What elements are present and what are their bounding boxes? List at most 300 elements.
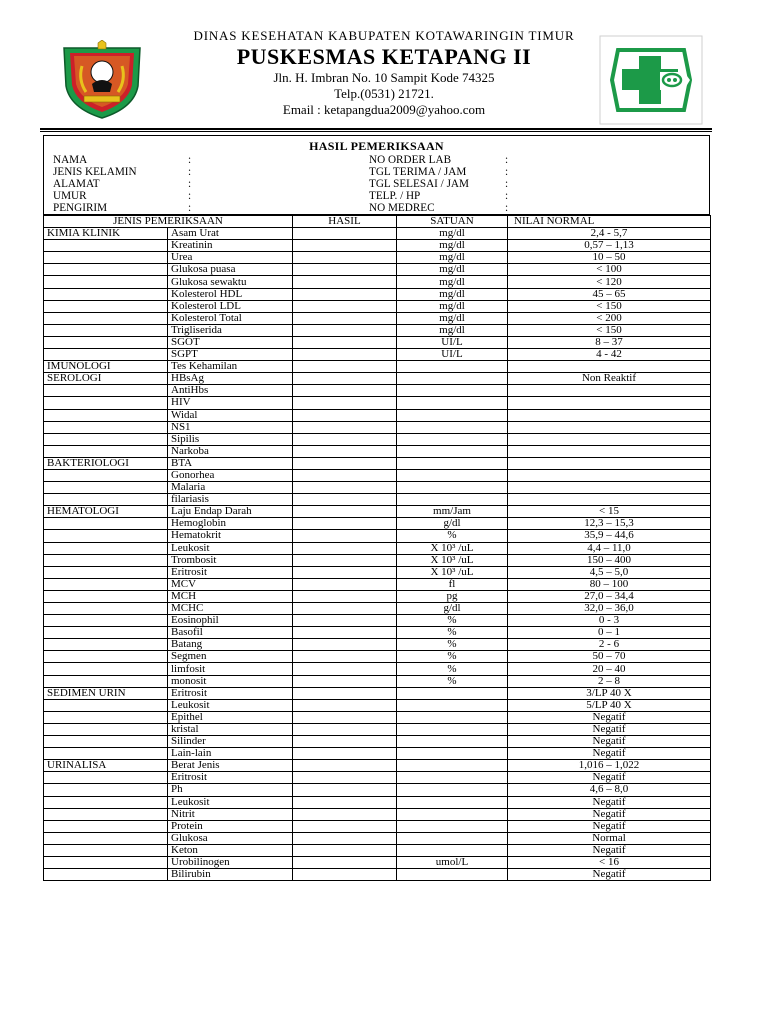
field-label-umur: UMUR: [53, 190, 87, 202]
test-name-cell: Narkoba: [168, 445, 293, 457]
normal-range-cell: Negatif: [508, 736, 711, 748]
table-row: [44, 445, 711, 457]
category-cell: [44, 748, 168, 760]
test-name-cell: Leukosit: [168, 699, 293, 711]
test-name-cell: Kolesterol LDL: [168, 300, 293, 312]
result-cell: [293, 276, 397, 288]
results-table: [43, 215, 711, 881]
normal-range-cell: Negatif: [508, 772, 711, 784]
result-cell: [293, 675, 397, 687]
normal-range-cell: 0,57 – 1,13: [508, 240, 711, 252]
normal-range-cell: [508, 397, 711, 409]
unit-cell: [397, 832, 508, 844]
unit-cell: X 10³ /uL: [397, 566, 508, 578]
test-name-cell: Leukosit: [168, 796, 293, 808]
result-cell: [293, 336, 397, 348]
result-cell: [293, 615, 397, 627]
test-name-cell: HBsAg: [168, 373, 293, 385]
normal-range-cell: < 200: [508, 312, 711, 324]
col-header-nilai-normal: NILAI NORMAL: [508, 216, 711, 228]
unit-cell: %: [397, 675, 508, 687]
normal-range-cell: 3/LP 40 X: [508, 687, 711, 699]
normal-range-cell: 4,6 – 8,0: [508, 784, 711, 796]
result-cell: [293, 312, 397, 324]
unit-cell: [397, 445, 508, 457]
table-row: [44, 469, 711, 481]
normal-range-cell: 45 – 65: [508, 288, 711, 300]
category-cell: [44, 240, 168, 252]
result-cell: [293, 421, 397, 433]
table-row: [44, 796, 711, 808]
test-name-cell: Glukosa: [168, 832, 293, 844]
normal-range-cell: [508, 409, 711, 421]
table-row: [44, 518, 711, 530]
clinic-email: Email : ketapangdua2009@yahoo.com: [282, 102, 486, 117]
category-cell: [44, 675, 168, 687]
test-name-cell: Segmen: [168, 651, 293, 663]
category-cell: [44, 723, 168, 735]
normal-range-cell: < 150: [508, 300, 711, 312]
normal-range-cell: Negatif: [508, 820, 711, 832]
test-name-cell: Epithel: [168, 711, 293, 723]
result-cell: [293, 373, 397, 385]
table-row: [44, 856, 711, 868]
test-name-cell: Kreatinin: [168, 240, 293, 252]
category-cell: [44, 518, 168, 530]
test-name-cell: Silinder: [168, 736, 293, 748]
table-row: [44, 820, 711, 832]
normal-range-cell: 2 - 6: [508, 639, 711, 651]
test-name-cell: monosit: [168, 675, 293, 687]
unit-cell: [397, 711, 508, 723]
category-cell: [44, 482, 168, 494]
col-header-satuan: SATUAN: [397, 216, 508, 228]
test-name-cell: Kolesterol HDL: [168, 288, 293, 300]
table-row: [44, 566, 711, 578]
unit-cell: %: [397, 651, 508, 663]
field-colon: :: [188, 154, 192, 166]
normal-range-cell: 1,016 – 1,022: [508, 760, 711, 772]
table-row: [44, 603, 711, 615]
category-cell: [44, 264, 168, 276]
category-cell: [44, 385, 168, 397]
category-cell: [44, 530, 168, 542]
result-cell: [293, 397, 397, 409]
field-colon: :: [505, 202, 509, 214]
table-row: [44, 494, 711, 506]
result-cell: [293, 748, 397, 760]
normal-range-cell: [508, 361, 711, 373]
result-cell: [293, 590, 397, 602]
table-row: [44, 615, 711, 627]
result-cell: [293, 240, 397, 252]
normal-range-cell: [508, 469, 711, 481]
category-cell: [44, 615, 168, 627]
field-label-alamat: ALAMAT: [53, 178, 100, 190]
table-row: [44, 300, 711, 312]
test-name-cell: Basofil: [168, 627, 293, 639]
test-name-cell: Trigliserida: [168, 324, 293, 336]
field-label-no-order-lab: NO ORDER LAB: [369, 154, 452, 166]
field-label-telp: TELP. / HP: [369, 190, 421, 202]
patient-info-box: [43, 135, 710, 215]
result-cell: [293, 627, 397, 639]
result-cell: [293, 723, 397, 735]
unit-cell: UI/L: [397, 349, 508, 361]
unit-cell: [397, 482, 508, 494]
normal-range-cell: 5/LP 40 X: [508, 699, 711, 711]
test-name-cell: Eritrosit: [168, 772, 293, 784]
category-cell: [44, 820, 168, 832]
normal-range-cell: < 100: [508, 264, 711, 276]
test-name-cell: kristal: [168, 723, 293, 735]
table-row: [44, 336, 711, 348]
category-cell: [44, 663, 168, 675]
test-name-cell: Bilirubin: [168, 869, 293, 881]
category-cell: [44, 542, 168, 554]
normal-range-cell: Normal: [508, 832, 711, 844]
result-cell: [293, 482, 397, 494]
category-cell: [44, 349, 168, 361]
unit-cell: mg/dl: [397, 324, 508, 336]
normal-range-cell: 150 – 400: [508, 554, 711, 566]
result-cell: [293, 808, 397, 820]
unit-cell: UI/L: [397, 336, 508, 348]
unit-cell: [397, 760, 508, 772]
letterhead: [0, 0, 768, 128]
table-row: [44, 772, 711, 784]
table-row: [44, 421, 711, 433]
normal-range-cell: < 16: [508, 856, 711, 868]
col-header-hasil: HASIL: [293, 216, 397, 228]
result-cell: [293, 869, 397, 881]
test-name-cell: Eritrosit: [168, 566, 293, 578]
category-cell: [44, 445, 168, 457]
category-cell: [44, 336, 168, 348]
normal-range-cell: [508, 433, 711, 445]
test-name-cell: NS1: [168, 421, 293, 433]
category-cell: [44, 312, 168, 324]
category-cell: [44, 409, 168, 421]
field-colon: :: [505, 154, 509, 166]
test-name-cell: BTA: [168, 457, 293, 469]
unit-cell: [397, 808, 508, 820]
result-cell: [293, 457, 397, 469]
category-cell: BAKTERIOLOGI: [44, 457, 168, 469]
normal-range-cell: 35,9 – 44,6: [508, 530, 711, 542]
result-cell: [293, 663, 397, 675]
unit-cell: mg/dl: [397, 228, 508, 240]
table-row: [44, 844, 711, 856]
regency-emblem-logo: [60, 40, 144, 120]
result-cell: [293, 772, 397, 784]
test-name-cell: Asam Urat: [168, 228, 293, 240]
puskesmas-cross-logo: [598, 34, 704, 126]
test-name-cell: Keton: [168, 844, 293, 856]
unit-cell: [397, 469, 508, 481]
unit-cell: %: [397, 615, 508, 627]
normal-range-cell: < 15: [508, 506, 711, 518]
table-row: [44, 397, 711, 409]
category-cell: [44, 252, 168, 264]
unit-cell: [397, 373, 508, 385]
normal-range-cell: 2 – 8: [508, 675, 711, 687]
category-cell: IMUNOLOGI: [44, 361, 168, 373]
field-label-tgl-selesai: TGL SELESAI / JAM: [369, 178, 469, 190]
unit-cell: %: [397, 639, 508, 651]
table-row: [44, 264, 711, 276]
normal-range-cell: Non Reaktif: [508, 373, 711, 385]
table-row: [44, 699, 711, 711]
unit-cell: [397, 844, 508, 856]
table-row: [44, 651, 711, 663]
report-title: HASIL PEMERIKSAAN: [309, 139, 444, 153]
table-row: [44, 240, 711, 252]
field-colon: :: [505, 190, 509, 202]
test-name-cell: Kolesterol Total: [168, 312, 293, 324]
normal-range-cell: 27,0 – 34,4: [508, 590, 711, 602]
unit-cell: [397, 494, 508, 506]
table-row: [44, 639, 711, 651]
table-row: [44, 312, 711, 324]
unit-cell: mg/dl: [397, 288, 508, 300]
category-cell: [44, 832, 168, 844]
category-cell: HEMATOLOGI: [44, 506, 168, 518]
table-row: [44, 663, 711, 675]
field-colon: :: [188, 166, 192, 178]
unit-cell: fl: [397, 578, 508, 590]
test-name-cell: Widal: [168, 409, 293, 421]
result-cell: [293, 264, 397, 276]
unit-cell: g/dl: [397, 518, 508, 530]
normal-range-cell: 32,0 – 36,0: [508, 603, 711, 615]
table-row: [44, 482, 711, 494]
test-name-cell: SGPT: [168, 349, 293, 361]
table-row: [44, 385, 711, 397]
test-name-cell: MCHC: [168, 603, 293, 615]
category-cell: [44, 433, 168, 445]
table-row: [44, 760, 711, 772]
unit-cell: [397, 397, 508, 409]
result-cell: [293, 736, 397, 748]
test-name-cell: Hemoglobin: [168, 518, 293, 530]
category-cell: [44, 603, 168, 615]
result-cell: [293, 530, 397, 542]
clinic-name: PUSKESMAS KETAPANG II: [236, 44, 532, 69]
category-cell: [44, 494, 168, 506]
result-cell: [293, 409, 397, 421]
result-cell: [293, 760, 397, 772]
unit-cell: mg/dl: [397, 276, 508, 288]
result-cell: [293, 433, 397, 445]
result-cell: [293, 711, 397, 723]
letterhead-rule-thin: [40, 131, 712, 132]
table-row: [44, 361, 711, 373]
unit-cell: [397, 748, 508, 760]
unit-cell: mg/dl: [397, 252, 508, 264]
category-cell: [44, 421, 168, 433]
result-cell: [293, 699, 397, 711]
table-row: [44, 409, 711, 421]
results-body: [44, 228, 711, 881]
category-cell: [44, 590, 168, 602]
table-row: [44, 687, 711, 699]
unit-cell: [397, 409, 508, 421]
field-label-nama: NAMA: [53, 154, 88, 166]
unit-cell: [397, 385, 508, 397]
category-cell: [44, 554, 168, 566]
test-name-cell: Ph: [168, 784, 293, 796]
table-row: [44, 252, 711, 264]
unit-cell: pg: [397, 590, 508, 602]
table-row: [44, 373, 711, 385]
unit-cell: X 10³ /uL: [397, 542, 508, 554]
test-name-cell: filariasis: [168, 494, 293, 506]
test-name-cell: Urea: [168, 252, 293, 264]
table-row: [44, 748, 711, 760]
category-cell: [44, 578, 168, 590]
unit-cell: mg/dl: [397, 312, 508, 324]
test-name-cell: MCH: [168, 590, 293, 602]
unit-cell: %: [397, 663, 508, 675]
result-cell: [293, 784, 397, 796]
result-cell: [293, 288, 397, 300]
field-label-pengirim: PENGIRIM: [53, 202, 108, 214]
result-cell: [293, 554, 397, 566]
unit-cell: [397, 736, 508, 748]
test-name-cell: Protein: [168, 820, 293, 832]
unit-cell: g/dl: [397, 603, 508, 615]
category-cell: SEROLOGI: [44, 373, 168, 385]
table-row: [44, 869, 711, 881]
test-name-cell: Sipilis: [168, 433, 293, 445]
table-row: [44, 590, 711, 602]
table-row: [44, 506, 711, 518]
result-cell: [293, 832, 397, 844]
test-name-cell: Tes Kehamilan: [168, 361, 293, 373]
test-name-cell: Batang: [168, 639, 293, 651]
unit-cell: %: [397, 530, 508, 542]
test-name-cell: MCV: [168, 578, 293, 590]
normal-range-cell: 10 – 50: [508, 252, 711, 264]
unit-cell: [397, 687, 508, 699]
table-header-row: [44, 216, 711, 228]
col-header-jenis: JENIS PEMERIKSAAN: [44, 216, 293, 228]
unit-cell: mm/Jam: [397, 506, 508, 518]
result-cell: [293, 494, 397, 506]
table-row: [44, 542, 711, 554]
unit-cell: [397, 869, 508, 881]
unit-cell: [397, 421, 508, 433]
table-row: [44, 627, 711, 639]
category-cell: [44, 772, 168, 784]
normal-range-cell: [508, 494, 711, 506]
result-cell: [293, 796, 397, 808]
unit-cell: [397, 699, 508, 711]
category-cell: [44, 869, 168, 881]
normal-range-cell: [508, 482, 711, 494]
test-name-cell: Urobilinogen: [168, 856, 293, 868]
table-row: [44, 530, 711, 542]
normal-range-cell: 50 – 70: [508, 651, 711, 663]
result-cell: [293, 445, 397, 457]
result-cell: [293, 578, 397, 590]
unit-cell: umol/L: [397, 856, 508, 868]
result-cell: [293, 542, 397, 554]
normal-range-cell: Negatif: [508, 796, 711, 808]
test-name-cell: Eritrosit: [168, 687, 293, 699]
test-name-cell: Leukosit: [168, 542, 293, 554]
field-colon: :: [188, 190, 192, 202]
unit-cell: mg/dl: [397, 240, 508, 252]
category-cell: [44, 808, 168, 820]
normal-range-cell: 2,4 - 5,7: [508, 228, 711, 240]
unit-cell: [397, 433, 508, 445]
test-name-cell: Laju Endap Darah: [168, 506, 293, 518]
unit-cell: mg/dl: [397, 300, 508, 312]
result-cell: [293, 603, 397, 615]
result-cell: [293, 469, 397, 481]
result-cell: [293, 300, 397, 312]
test-name-cell: Trombosit: [168, 554, 293, 566]
result-cell: [293, 856, 397, 868]
category-cell: [44, 324, 168, 336]
table-row: [44, 324, 711, 336]
table-row: [44, 276, 711, 288]
result-cell: [293, 324, 397, 336]
field-colon: :: [188, 202, 192, 214]
field-label-tgl-terima: TGL TERIMA / JAM: [369, 166, 467, 178]
result-cell: [293, 385, 397, 397]
test-name-cell: Eosinophil: [168, 615, 293, 627]
clinic-phone: Telp.(0531) 21721.: [334, 86, 434, 101]
category-cell: [44, 300, 168, 312]
category-cell: [44, 469, 168, 481]
table-row: [44, 349, 711, 361]
test-name-cell: AntiHbs: [168, 385, 293, 397]
field-colon: :: [505, 178, 509, 190]
category-cell: [44, 627, 168, 639]
normal-range-cell: 8 – 37: [508, 336, 711, 348]
test-name-cell: limfosit: [168, 663, 293, 675]
normal-range-cell: Negatif: [508, 723, 711, 735]
field-label-no-medrec: NO MEDREC: [369, 202, 435, 214]
table-row: [44, 711, 711, 723]
category-cell: [44, 736, 168, 748]
test-name-cell: Berat Jenis: [168, 760, 293, 772]
table-row: [44, 675, 711, 687]
normal-range-cell: 4,5 – 5,0: [508, 566, 711, 578]
test-name-cell: Gonorhea: [168, 469, 293, 481]
table-row: [44, 832, 711, 844]
table-row: [44, 228, 711, 240]
category-cell: [44, 397, 168, 409]
test-name-cell: SGOT: [168, 336, 293, 348]
category-cell: URINALISA: [44, 760, 168, 772]
clinic-address: Jln. H. Imbran No. 10 Sampit Kode 74325: [273, 70, 495, 85]
normal-range-cell: 0 - 3: [508, 615, 711, 627]
category-cell: KIMIA KLINIK: [44, 228, 168, 240]
field-colon: :: [505, 166, 509, 178]
unit-cell: [397, 784, 508, 796]
normal-range-cell: [508, 445, 711, 457]
test-name-cell: Glukosa puasa: [168, 264, 293, 276]
letterhead-text: [140, 28, 628, 118]
normal-range-cell: Negatif: [508, 844, 711, 856]
unit-cell: mg/dl: [397, 264, 508, 276]
test-name-cell: Hematokrit: [168, 530, 293, 542]
table-row: [44, 723, 711, 735]
